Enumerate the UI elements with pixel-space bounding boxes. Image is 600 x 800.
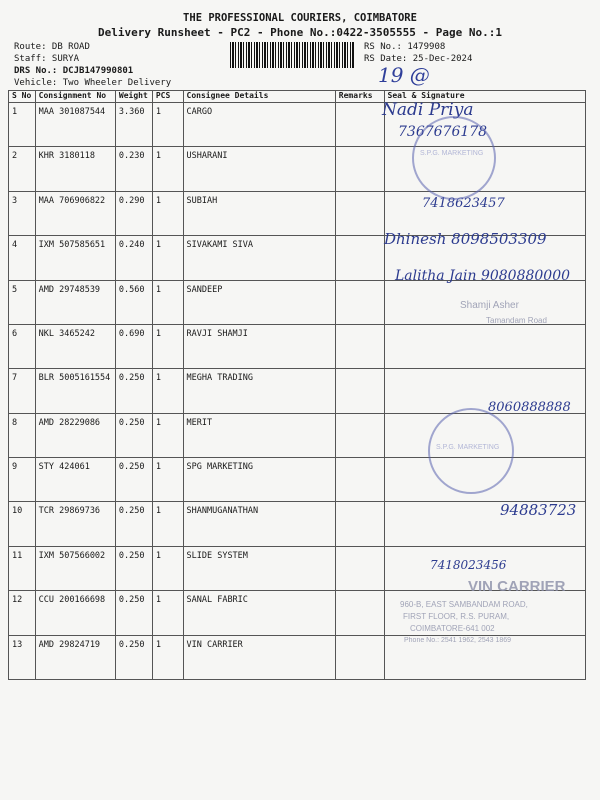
phone-row-12: 7418023456 [430, 558, 507, 572]
cell-pcs: 1 [152, 635, 183, 680]
table-row [9, 324, 586, 368]
cell-weight: 0.690 [115, 324, 152, 368]
phone-row-1: 7367676178 [398, 124, 488, 140]
cell-weight: 0.560 [115, 280, 152, 324]
table-row [9, 147, 586, 191]
cell-pcs: 1 [152, 369, 183, 413]
cell-seal-signature [384, 324, 586, 368]
col-header-seal: Seal & Signature [384, 91, 586, 103]
cell-consignee: VIN CARRIER [183, 635, 335, 680]
table-row [9, 103, 586, 147]
runsheet-info-left [14, 41, 171, 89]
drs-number-field: DRS No.: DCJB147990801 [14, 66, 134, 76]
col-header-consignee: Consignee Details [183, 91, 335, 103]
cell-sno: 1 [9, 103, 36, 147]
cell-remarks [335, 413, 384, 457]
cell-sno: 8 [9, 413, 36, 457]
rs-date-field: RS Date: 25-Dec-2024 [364, 54, 473, 64]
phone-row-8: 8060888888 [488, 400, 571, 415]
cell-consignment: STY 424061 [35, 458, 115, 502]
cell-sno: 9 [9, 458, 36, 502]
cell-weight: 0.250 [115, 591, 152, 635]
stamp-row-9: S.P.G. MARKETING [428, 408, 514, 494]
cell-consignment: BLR 5005161554 [35, 369, 115, 413]
cell-consignment: KHR 3180118 [35, 147, 115, 191]
stamp-vin-line1: 960-B, EAST SAMBANDAM ROAD, [400, 600, 528, 609]
signature-row-5: Lalitha Jain 9080880000 [395, 268, 571, 284]
cell-consignment: AMD 29824719 [35, 635, 115, 680]
stamp-vin-line2: FIRST FLOOR, R.S. PURAM, [403, 612, 510, 621]
cell-sno: 11 [9, 546, 36, 590]
cell-pcs: 1 [152, 147, 183, 191]
cell-consignee: MERIT [183, 413, 335, 457]
cell-remarks [335, 458, 384, 502]
cell-sno: 10 [9, 502, 36, 546]
stamp-vin-line3: COIMBATORE-641 002 [410, 624, 495, 633]
cell-consignee: SPG MARKETING [183, 458, 335, 502]
cell-pcs: 1 [152, 236, 183, 280]
rs-number-field: RS No.: 1479908 [364, 42, 446, 52]
cell-sno: 7 [9, 369, 36, 413]
cell-remarks [335, 324, 384, 368]
cell-pcs: 1 [152, 458, 183, 502]
cell-sno: 3 [9, 191, 36, 235]
cell-consignment: IXM 507585651 [35, 236, 115, 280]
cell-remarks [335, 635, 384, 680]
signature-row-1: Nadi Priya [382, 100, 474, 120]
cell-consignee: SLIDE SYSTEM [183, 546, 335, 590]
stamp-vin-phone: Phone No.: 2541 1962, 2543 1869 [404, 637, 512, 644]
cell-remarks [335, 147, 384, 191]
cell-pcs: 1 [152, 591, 183, 635]
stamp-row-6-line2: Tamandam Road [486, 316, 547, 325]
vehicle-field: Vehicle: Two Wheeler Delivery [14, 78, 172, 88]
cell-remarks [335, 502, 384, 546]
stamp-row-6-line1: Shamji Asher [460, 300, 519, 311]
cell-pcs: 1 [152, 502, 183, 546]
cell-sno: 2 [9, 147, 36, 191]
cell-consignee: RAVJI SHAMJI [183, 324, 335, 368]
company-title: THE PROFESSIONAL COURIERS, COIMBATORE [183, 12, 417, 24]
cell-consignment: NKL 3465242 [35, 324, 115, 368]
cell-weight: 0.250 [115, 546, 152, 590]
cell-sno: 4 [9, 236, 36, 280]
cell-sno: 12 [9, 591, 36, 635]
cell-sno: 13 [9, 635, 36, 680]
cell-consignee: MEGHA TRADING [183, 369, 335, 413]
phone-row-3: 7418623457 [422, 196, 505, 211]
col-header-consignment: Consignment No [35, 91, 115, 103]
col-header-remarks: Remarks [335, 91, 384, 103]
table-header-row [9, 91, 586, 103]
cell-weight: 0.240 [115, 236, 152, 280]
cell-weight: 3.360 [115, 103, 152, 147]
cell-weight: 0.230 [115, 147, 152, 191]
cell-pcs: 1 [152, 191, 183, 235]
cell-consignment: TCR 29869736 [35, 502, 115, 546]
cell-pcs: 1 [152, 103, 183, 147]
cell-weight: 0.250 [115, 413, 152, 457]
cell-weight: 0.250 [115, 502, 152, 546]
stamp-vin-name: VIN CARRIER [468, 578, 566, 595]
cell-remarks [335, 103, 384, 147]
cell-consignee: SANAL FABRIC [183, 591, 335, 635]
col-header-pcs: PCS [152, 91, 183, 103]
runsheet-title: Delivery Runsheet - PC2 - Phone No.:0422-3505555 - Page No.:1 [98, 26, 502, 39]
col-header-sno: S No [9, 91, 36, 103]
cell-pcs: 1 [152, 280, 183, 324]
cell-remarks [335, 236, 384, 280]
cell-remarks [335, 191, 384, 235]
cell-consignee: SANDEEP [183, 280, 335, 324]
cell-consignee: USHARANI [183, 147, 335, 191]
cell-pcs: 1 [152, 324, 183, 368]
cell-pcs: 1 [152, 546, 183, 590]
runsheet-info-right [364, 41, 472, 65]
phone-row-11: 94883723 [500, 501, 577, 519]
handwritten-count: 19 @ [378, 63, 430, 87]
cell-consignee: CARGO [183, 103, 335, 147]
cell-sno: 5 [9, 280, 36, 324]
signature-row-4: Dhinesh 8098503309 [384, 230, 547, 248]
table-row [9, 502, 586, 546]
cell-pcs: 1 [152, 413, 183, 457]
cell-consignee: SIVAKAMI SIVA [183, 236, 335, 280]
barcode [230, 42, 355, 68]
cell-remarks [335, 546, 384, 590]
cell-remarks [335, 280, 384, 324]
cell-remarks [335, 369, 384, 413]
cell-weight: 0.250 [115, 458, 152, 502]
cell-weight: 0.250 [115, 635, 152, 680]
cell-sno: 6 [9, 324, 36, 368]
cell-consignment: AMD 29748539 [35, 280, 115, 324]
cell-weight: 0.290 [115, 191, 152, 235]
col-header-weight: Weight [115, 91, 152, 103]
cell-consignment: MAA 301087544 [35, 103, 115, 147]
cell-consignment: MAA 706906822 [35, 191, 115, 235]
cell-consignment: IXM 507566002 [35, 546, 115, 590]
cell-consignee: SHANMUGANATHAN [183, 502, 335, 546]
staff-field: Staff: SURYA [14, 54, 80, 64]
cell-remarks [335, 591, 384, 635]
cell-consignment: AMD 28229086 [35, 413, 115, 457]
route-field: Route: DB ROAD [14, 42, 90, 52]
cell-consignment: CCU 200166698 [35, 591, 115, 635]
stamp-row-1-2: S.P.G. MARKETING [412, 116, 496, 200]
cell-weight: 0.250 [115, 369, 152, 413]
cell-consignee: SUBIAH [183, 191, 335, 235]
